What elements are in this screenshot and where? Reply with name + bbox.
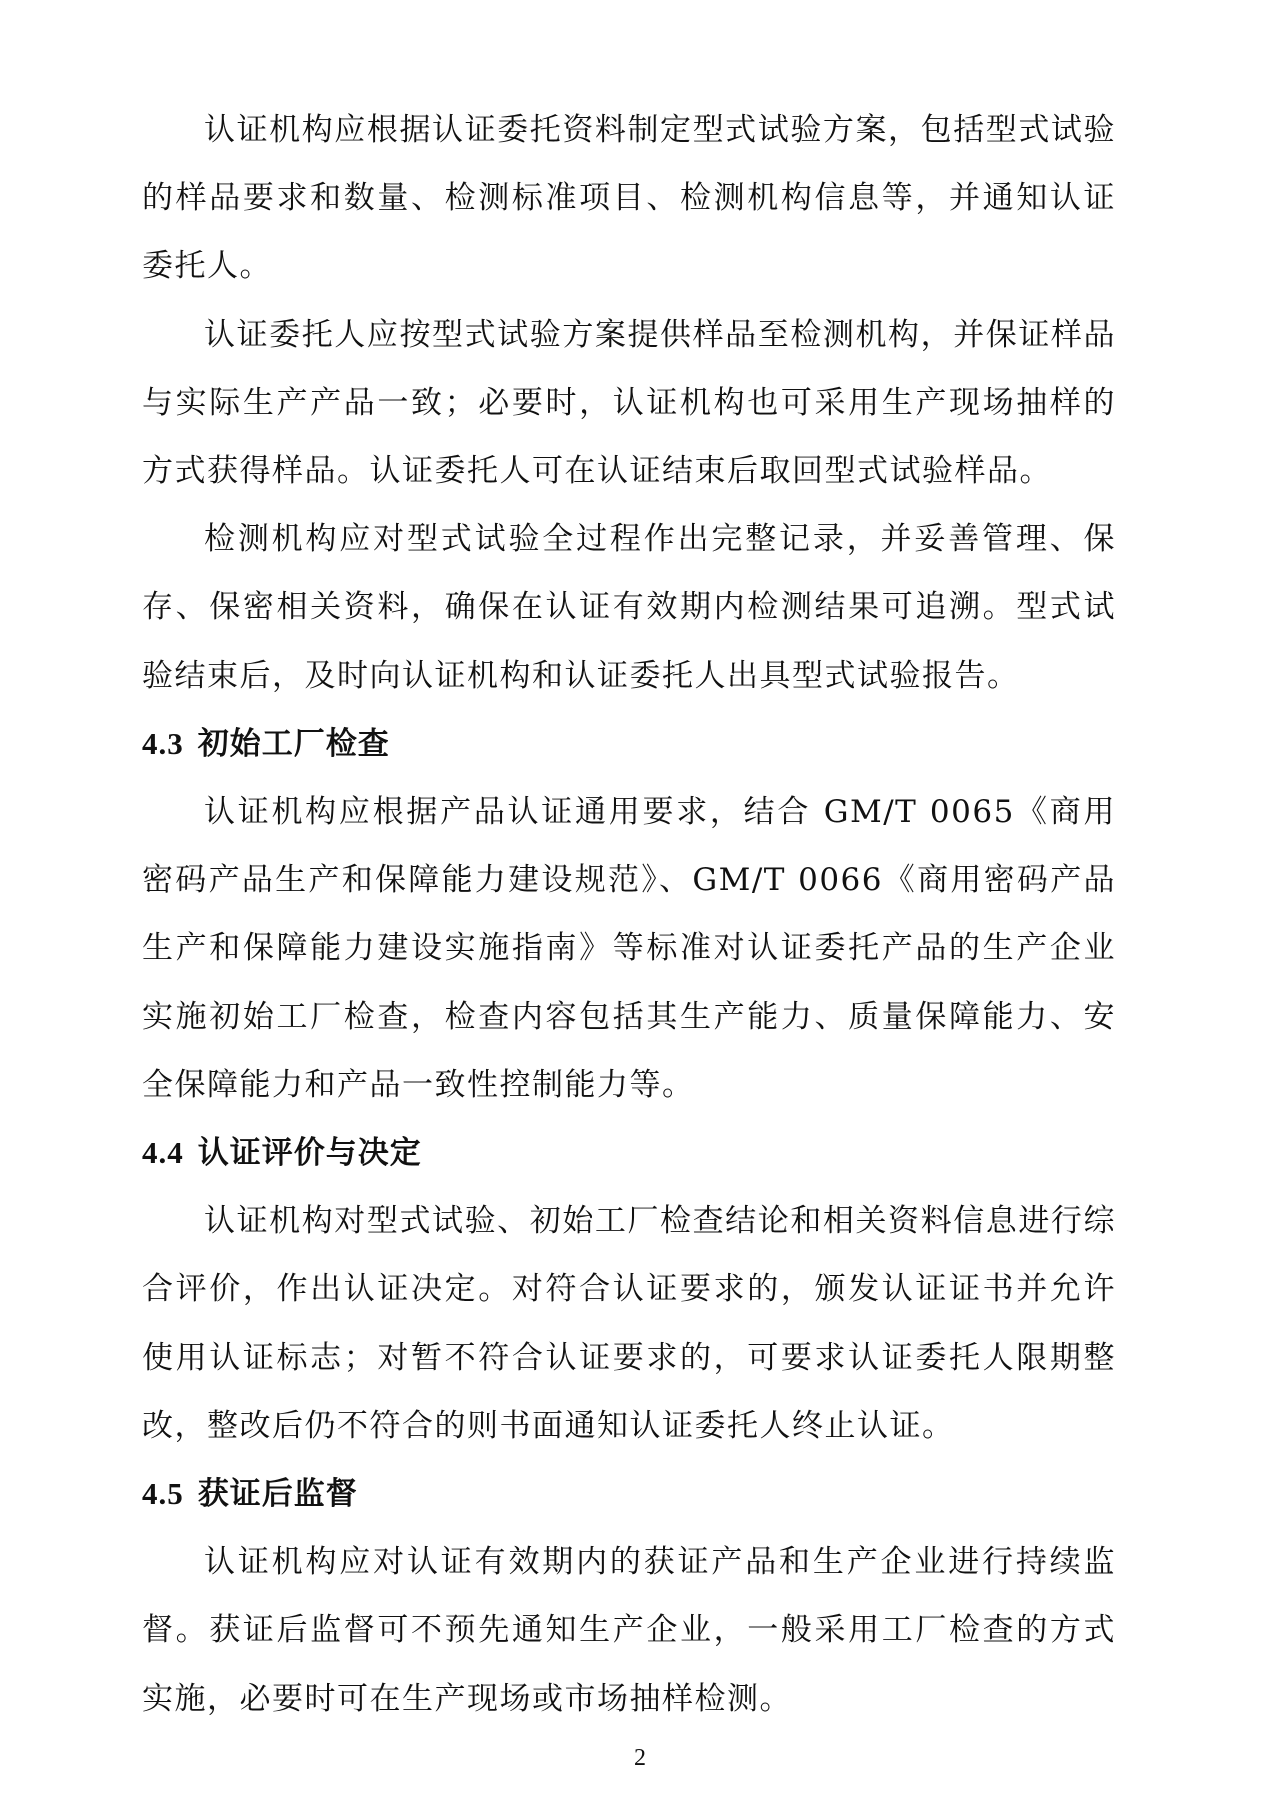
- paragraph-post-certification-supervision: 认证机构应对认证有效期内的获证产品和生产企业进行持续监督。获证后监督可不预先通知生产企业，一般采用工厂检查的方式实施，必要时可在生产现场或市场抽样检测。: [142, 1544, 1116, 1717]
- paragraph-initial-factory-inspection: 认证机构应根据产品认证通用要求，结合 GM/T 0065《商用密码产品生产和保障能力建设规范》、GM/T 0066《商用密码产品生产和保障能力建设实施指南》等标准对认证委托产品的生产企业实施初始工厂检查，检查内容包括其生产能力、质量保障能力、安全保障能力和产品一致性控制能力等。: [142, 794, 1116, 1103]
- section-title: 初始工厂检查: [197, 725, 390, 762]
- section-number: 4.5: [142, 1476, 184, 1512]
- section-number: 4.3: [142, 725, 184, 761]
- section-title: 认证评价与决定: [197, 1135, 422, 1172]
- section-heading-4-5: [142, 1460, 1116, 1528]
- section-title: 获证后监督: [197, 1476, 358, 1513]
- section-number: 4.4: [142, 1135, 184, 1171]
- page-body: [142, 96, 1116, 1733]
- paragraph-sample-provision: 认证委托人应按型式试验方案提供样品至检测机构，并保证样品与实际生产产品一致；必要时，认证机构也可采用生产现场抽样的方式获得样品。认证委托人可在认证结束后取回型式试验样品。: [142, 316, 1116, 490]
- paragraph-evaluation-decision: 认证机构对型式试验、初始工厂检查结论和相关资料信息进行综合评价，作出认证决定。对符合认证要求的，颁发认证证书并允许使用认证标志；对暂不符合认证要求的，可要求认证委托人限期整改，整改后仍不符合的则书面通知认证委托人终止认证。: [142, 1203, 1116, 1444]
- section-heading-4-3: [142, 710, 1116, 778]
- paragraph-test-records: 检测机构应对型式试验全过程作出完整记录，并妥善管理、保存、保密相关资料，确保在认证有效期内检测结果可追溯。型式试验结束后，及时向认证机构和认证委托人出具型式试验报告。: [142, 521, 1116, 694]
- section-heading-4-4: [142, 1119, 1116, 1187]
- page-number: 2: [634, 1745, 646, 1771]
- paragraph-type-test-plan: 认证机构应根据认证委托资料制定型式试验方案，包括型式试验的样品要求和数量、检测标准项目、检测机构信息等，并通知认证委托人。: [142, 112, 1116, 285]
